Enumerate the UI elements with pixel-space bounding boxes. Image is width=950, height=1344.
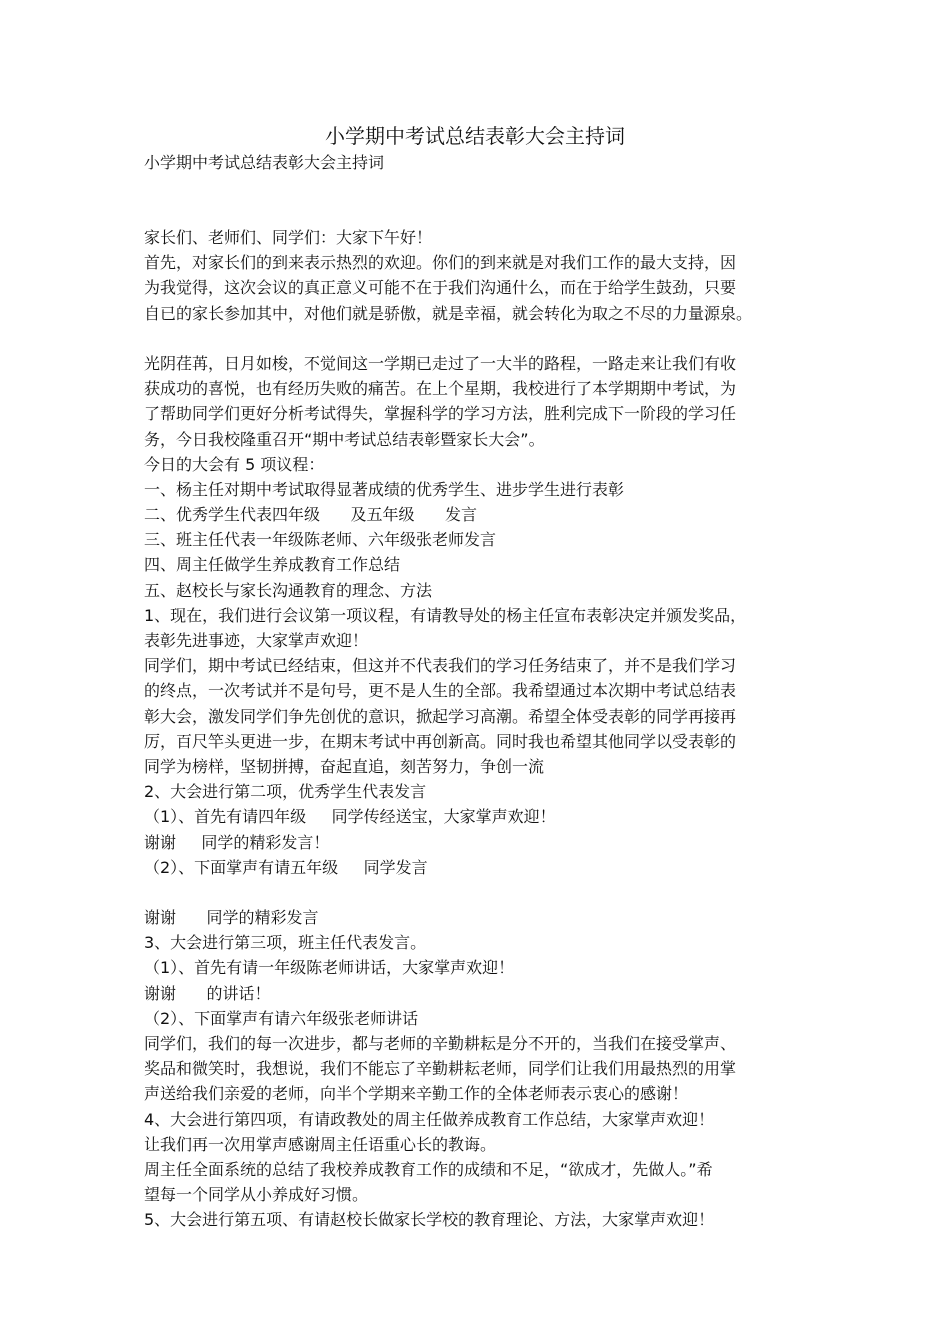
text-line: 4、大会进行第四项，有请政教处的周主任做养成教育工作总结，大家掌声欢迎！	[144, 1109, 715, 1129]
text-line: 自已的家长参加其中，对他们就是骄傲，就是幸福，就会转化为取之不尽的力量源泉。	[144, 303, 753, 323]
text-line: 今日的大会有 5 项议程：	[144, 454, 325, 474]
text-line: 的终点，一次考试并不是句号，更不是人生的全部。我希望通过本次期中考试总结表	[144, 681, 737, 701]
text-line: 1、现在，我们进行会议第一项议程，有请教导处的杨主任宣布表彰决定并颁发奖品，	[144, 605, 747, 625]
document-body	[144, 225, 814, 1233]
text-line: 让我们再一次用掌声感谢周主任语重心长的教诲。	[144, 1134, 497, 1154]
blank-line	[144, 326, 814, 351]
text-line: 三、班主任代表一年级陈老师、六年级张老师发言	[144, 530, 497, 550]
text-line: 为我觉得，这次会议的真正意义可能不在于我们沟通什么，而在于给学生鼓劲，只要	[144, 278, 737, 298]
text-line: 家长们、老师们、同学们：大家下午好！	[144, 228, 433, 247]
text-line: 同学们，我们的每一次进步，都与老师的辛勤耕耘是分不开的，当我们在接受掌声、	[144, 1034, 737, 1053]
text-line: 一、杨主任对期中考试取得显著成绩的优秀学生、进步学生进行表彰	[144, 479, 625, 499]
text-line: 表彰先进事迹，大家掌声欢迎！	[144, 631, 369, 650]
text-line: 了帮助同学们更好分析考试得失，掌握科学的学习方法，胜利完成下一阶段的学习任	[144, 404, 737, 424]
text-line: 同学们，期中考试已经结束，但这并不代表我们的学习任务结束了，并不是我们学习	[144, 656, 737, 676]
text-line: 五、赵校长与家长沟通教育的理念、方法	[144, 580, 433, 600]
text-line: 彰大会，激发同学们争先创优的意识，掀起学习高潮。希望全体受表彰的同学再接再	[144, 706, 737, 726]
text-line: 四、周主任做学生养成教育工作总结	[144, 555, 401, 575]
document-subtitle: 小学期中考试总结表彰大会主持词	[144, 153, 385, 172]
text-line: 谢谢 同学的精彩发言！	[144, 832, 330, 852]
text-line: 首先，对家长们的到来表示热烈的欢迎。你们的到来就是对我们工作的最大支持，因	[144, 253, 737, 273]
text-line: （1）、首先有请四年级 同学传经送宝，大家掌声欢迎！	[144, 807, 556, 827]
text-line: 2、大会进行第二项，优秀学生代表发言	[144, 782, 427, 802]
text-line: 谢谢 的讲话！	[144, 983, 271, 1003]
blank-line	[144, 880, 814, 905]
text-line: （2）、下面掌声有请六年级张老师讲话	[144, 1008, 419, 1028]
text-line: 周主任全面系统的总结了我校养成教育工作的成绩和不足，“欲成才，先做人。”希	[144, 1159, 713, 1179]
text-line: 光阴荏苒，日月如梭，不觉间这一学期已走过了一大半的路程，一路走来让我们有收	[144, 353, 737, 373]
document-title: 小学期中考试总结表彰大会主持词	[325, 124, 625, 148]
text-line: （2）、下面掌声有请五年级 同学发言	[144, 857, 428, 877]
text-line: 奖品和微笑时，我想说，我们不能忘了辛勤耕耘老师，同学们让我们用最热烈的用掌	[144, 1059, 737, 1079]
text-line: 5、大会进行第五项、有请赵校长做家长学校的教育理论、方法，大家掌声欢迎！	[144, 1210, 715, 1230]
text-line: （1）、首先有请一年级陈老师讲话，大家掌声欢迎！	[144, 958, 515, 978]
text-line: 同学为榜样，坚韧拼搏，奋起直追，刻苦努力，争创一流	[144, 756, 545, 776]
text-line: 厉，百尺竿头更进一步，在期末考试中再创新高。同时我也希望其他同学以受表彰的	[144, 731, 737, 751]
text-line: 二、优秀学生代表四年级 及五年级 发言	[144, 505, 478, 525]
text-line: 声送给我们亲爱的老师，向半个学期来辛勤工作的全体老师表示衷心的感谢！	[144, 1084, 689, 1104]
text-line: 谢谢 同学的精彩发言	[144, 908, 319, 928]
text-line: 3、大会进行第三项，班主任代表发言。	[144, 933, 427, 953]
text-line: 务，今日我校隆重召开“期中考试总结表彰暨家长大会”。	[144, 429, 545, 449]
text-line: 望每一个同学从小养成好习惯。	[144, 1185, 369, 1205]
text-line: 获成功的喜悦，也有经历失败的痛苦。在上个星期，我校进行了本学期期中考试，为	[144, 379, 737, 399]
